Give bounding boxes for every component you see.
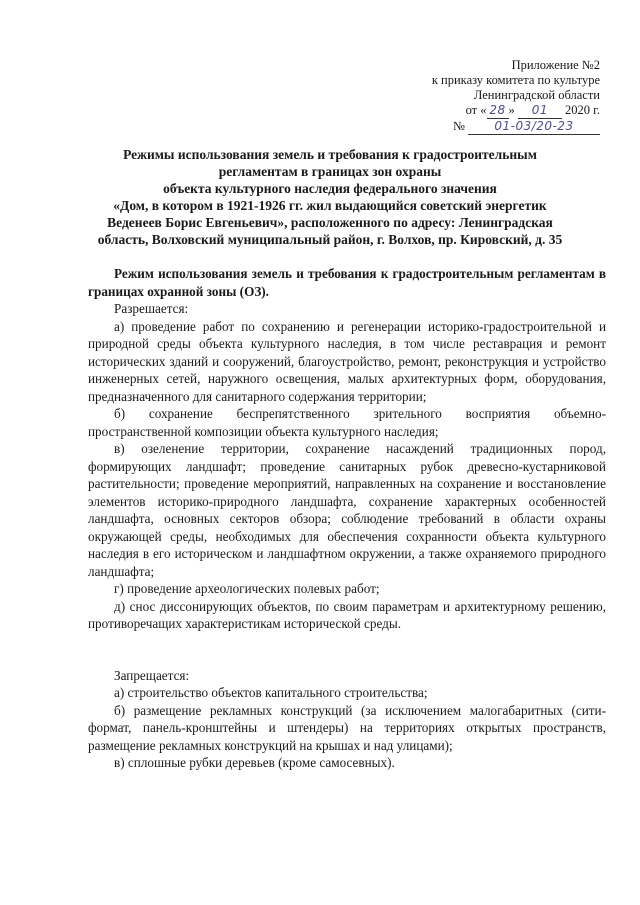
list-item: а) проведение работ по сохранению и регенерации историко-градостроительной и природной среды объекта культурного наследия, в том числе реставрация и ремонт исторических зданий и сооружений, благоустройство, ремонт, реконструкция и устройство инженерных сетей, наружного освещения, малых архитектурных форм, оборудования, предназначенного для санитарного содержания территории; xyxy=(88,318,606,404)
date-month: 01 xyxy=(518,103,562,119)
list-item: в) сплошные рубки деревьев (кроме самосевных). xyxy=(114,755,395,770)
allowed-heading: Разрешается: xyxy=(114,301,189,316)
document-body xyxy=(88,265,606,772)
list-item: б) размещение рекламных конструкций (за исключением малогабаритных (сити-формат, панель-кронштейны и штендеры) на территориях открытых пространств, размещение рекламных конструкций на крышах и над улицами); xyxy=(88,702,606,753)
region-name: Ленинградской области xyxy=(473,88,600,102)
appendix-header xyxy=(432,58,600,135)
forbidden-heading: Запрещается: xyxy=(114,667,190,683)
title-line: объекта культурного наследия федерального значения xyxy=(163,181,497,196)
title-line: «Дом, в котором в 1921-1926 гг. жил выдающийся советский энергетик xyxy=(113,198,547,213)
date-prefix: от « xyxy=(465,103,487,117)
list-item: в) озеленение территории, сохранение насаждений традиционных пород, формирующих ландшафт; проведение санитарных рубок древесно-кустарниковой растительности; проведение мероприятий, направленных на сохранение и восстановление элементов историко-природного ландшафта, сохранение характерных особенностей ландшафта, основных секторов обзора; соблюдение требований в области охраны окружающей среды, необходимых для обеспечения сохранности объекта культурного наследия в его историческом и ландшафтном окружении, а также охраняемого природного ландшафта; xyxy=(88,441,606,579)
title-line: Режимы использования земель и требования к градостроительным xyxy=(123,147,537,162)
list-item: а) строительство объектов капитального строительства; xyxy=(114,685,428,700)
appendix-label: Приложение №2 xyxy=(511,58,600,72)
document-title xyxy=(70,146,590,248)
order-reference: к приказу комитета по культуре xyxy=(431,73,600,87)
order-number xyxy=(432,119,600,135)
section-heading: Режим использования земель и требования к градостроительным регламентам в границах охранной зоны (ОЗ). xyxy=(88,266,606,299)
title-line: регламентам в границах зон охраны xyxy=(218,164,442,179)
title-line: область, Волховский муниципальный район, г. Волхов, пр. Кировский, д. 35 xyxy=(97,232,563,247)
number-prefix: № xyxy=(452,119,465,133)
date-year: 2020 г. xyxy=(565,103,600,117)
list-item: г) проведение археологических полевых работ; xyxy=(114,581,380,596)
list-item: б) сохранение беспрепятственного зрительного восприятия объемно-пространственной композиции объекта культурного наследия; xyxy=(88,406,606,439)
title-line: Веденеев Борис Евгеньевич», расположенного по адресу: Ленинградская xyxy=(107,215,553,230)
date-separator: » xyxy=(508,103,515,117)
number-value: 01-03/20-23 xyxy=(468,119,600,135)
date-day: 28 xyxy=(487,103,509,119)
order-date xyxy=(432,103,600,119)
list-item: д) снос диссонирующих объектов, по своим параметрам и архитектурному решению, противоречащих характеристикам исторической среды. xyxy=(88,598,606,631)
